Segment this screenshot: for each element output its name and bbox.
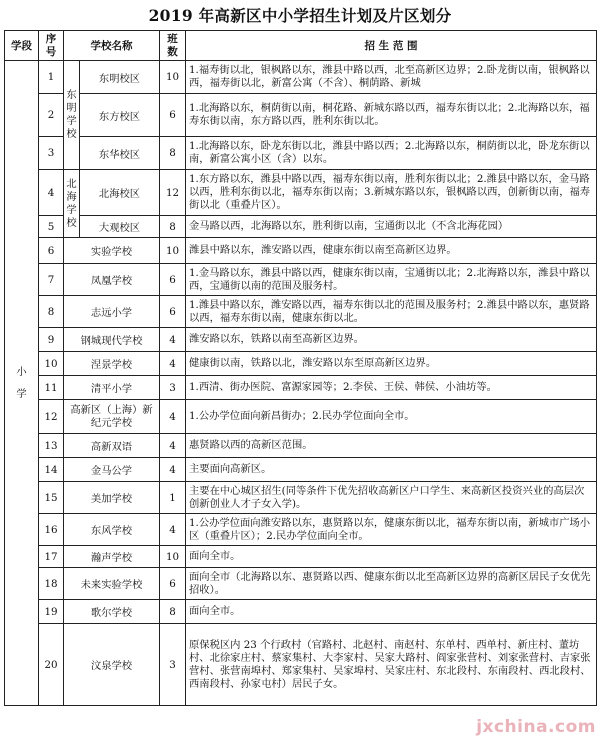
table-row	[5, 482, 597, 514]
table-row	[5, 137, 597, 170]
cell-no: 12	[39, 400, 64, 434]
header-stage: 学段	[5, 31, 39, 61]
cell-range: 原保税区内 23 个行政村（官路村、北赵村、南赵村、东单村、西单村、新庄村、董坊村、北徐家庄村、蔡家集村、大李家村、吴家大路村、阎家张营村、刘家张营村、吉家张营村、张营南埠村、郑家集村、吴家埠村、吴家庄村、东北段村、东南段村、西北段村、西南段村、孙家屯村）居民子女。	[186, 624, 597, 706]
header-classes: 班数	[160, 31, 186, 61]
cell-name: 涅景学校	[64, 352, 160, 376]
cell-no: 19	[39, 600, 64, 624]
header-row	[5, 31, 597, 61]
cell-classes: 4	[160, 458, 186, 482]
table-row	[5, 328, 597, 352]
cell-range: 健康街以南，铁路以北，潍安路以东至原高新区边界。	[186, 352, 597, 376]
cell-name: 东风学校	[64, 514, 160, 546]
cell-no: 15	[39, 482, 64, 514]
cell-range: 1.金马路以东，潍县中路以西，健康东街以南，宝通街以北；2.北海路以东，潍县中路以西，宝通街以南的范围及服务村。	[186, 264, 597, 296]
cell-name: 志远小学	[64, 296, 160, 328]
cell-range: 面向全市。	[186, 546, 597, 568]
cell-no: 11	[39, 376, 64, 400]
cell-range: 1.公办学位面向新昌街办；2.民办学位面向全市。	[186, 400, 597, 434]
cell-name: 未来实验学校	[64, 568, 160, 600]
cell-no: 20	[39, 624, 64, 706]
cell-name: 歌尔学校	[64, 600, 160, 624]
table-row	[5, 61, 597, 94]
cell-range: 主要面向高新区。	[186, 458, 597, 482]
cell-no: 3	[39, 137, 64, 170]
cell-name: 美加学校	[64, 482, 160, 514]
cell-name: 东明校区	[80, 61, 160, 94]
cell-name: 瀚声学校	[64, 546, 160, 568]
cell-name: 汶泉学校	[64, 624, 160, 706]
cell-no: 7	[39, 264, 64, 296]
cell-classes: 6	[160, 568, 186, 600]
cell-classes: 8	[160, 137, 186, 170]
cell-no: 5	[39, 216, 64, 238]
stage-cell: 小学	[5, 61, 39, 706]
cell-name: 凤凰学校	[64, 264, 160, 296]
page-title: 2019 年高新区中小学招生计划及片区划分	[148, 6, 452, 25]
cell-no: 18	[39, 568, 64, 600]
header-range: 招 生 范 围	[186, 31, 597, 61]
cell-no: 8	[39, 296, 64, 328]
table-row	[5, 624, 597, 706]
cell-no: 4	[39, 170, 64, 216]
cell-classes: 4	[160, 434, 186, 458]
cell-name: 大观校区	[80, 216, 160, 238]
table-row	[5, 216, 597, 238]
cell-classes: 6	[160, 264, 186, 296]
watermark-logo: jxchina.com	[476, 717, 596, 737]
cell-range: 1.福寿街以北，银枫路以东，潍县中路以西，北至高新区边界；2.卧龙街以南，银枫路以西，福寿街以北，新富公寓（不含）、桐荫路、新城	[186, 61, 597, 94]
enrollment-table	[4, 30, 597, 706]
cell-name: 清平小学	[64, 376, 160, 400]
cell-no: 2	[39, 94, 64, 137]
cell-name: 高新区（上海）新纪元学校	[64, 400, 160, 434]
cell-name: 东方校区	[80, 94, 160, 137]
cell-range: 1.北海路以东，卧龙东街以北，潍县中路以西；2.北海路以东，桐荫街以北，卧龙东街以南，新富公寓小区（含）以东。	[186, 137, 597, 170]
cell-classes: 4	[160, 400, 186, 434]
group-beihai: 北海学校	[64, 170, 80, 238]
table-row	[5, 458, 597, 482]
cell-no: 9	[39, 328, 64, 352]
cell-classes: 6	[160, 94, 186, 137]
cell-no: 6	[39, 238, 64, 264]
cell-name: 钢城现代学校	[64, 328, 160, 352]
cell-range: 1.潍县中路以东，潍安路以西，福寿东街以北的范围及服务村；2.潍县中路以东，惠贤路以西，福寿东街以南，健康东街以北。	[186, 296, 597, 328]
cell-range: 1.西清、街办医院、富源家园等；2.李侯、王侯、韩侯、小油坊等。	[186, 376, 597, 400]
cell-no: 1	[39, 61, 64, 94]
header-no: 序号	[39, 31, 64, 61]
cell-range: 1.东方路以东，潍县中路以西，福寿东街以南，胜利东街以北；2.潍县中路以东，金马路以西，胜利东街以北，福寿东街以南；3.新城东路以东，银枫路以西，创新街以南，福寿街以北（重叠片区）。	[186, 170, 597, 216]
group-dongming: 东明学校	[64, 61, 80, 170]
cell-classes: 4	[160, 352, 186, 376]
table-row	[5, 546, 597, 568]
cell-classes: 10	[160, 238, 186, 264]
table-row	[5, 264, 597, 296]
table-row	[5, 376, 597, 400]
cell-no: 17	[39, 546, 64, 568]
cell-no: 16	[39, 514, 64, 546]
cell-range: 金马路以西，北海路以东，胜利街以南，宝通街以北（不含北海花园）	[186, 216, 597, 238]
cell-name: 东华校区	[80, 137, 160, 170]
cell-classes: 6	[160, 296, 186, 328]
cell-classes: 12	[160, 170, 186, 216]
table-row	[5, 94, 597, 137]
cell-range: 潍县中路以东，潍安路以西，健康东街以南至高新区边界。	[186, 238, 597, 264]
cell-range: 主要在中心城区招生(同等条件下优先招收高新区户口学生、来高新区投资兴业的高层次创新创业人才子女入学)。	[186, 482, 597, 514]
table-row	[5, 600, 597, 624]
table-row	[5, 400, 597, 434]
table-row	[5, 352, 597, 376]
cell-range: 面向全市（北海路以东、惠贤路以西、健康东街以北至高新区边界的高新区居民子女优先招收）。	[186, 568, 597, 600]
table-row	[5, 514, 597, 546]
cell-classes: 3	[160, 376, 186, 400]
cell-classes: 4	[160, 328, 186, 352]
table-row	[5, 296, 597, 328]
cell-classes: 8	[160, 600, 186, 624]
cell-range: 潍安路以东，铁路以南至高新区边界。	[186, 328, 597, 352]
cell-name: 高新双语	[64, 434, 160, 458]
header-school: 学校名称	[64, 31, 160, 61]
cell-no: 14	[39, 458, 64, 482]
cell-name: 金马公学	[64, 458, 160, 482]
cell-range: 1.公办学位面向潍安路以东，惠贤路以东，健康东街以北，福寿东街以南，新城市广场小区（重叠片区）；2.民办学位面向全市。	[186, 514, 597, 546]
cell-range: 惠贤路以西的高新区范围。	[186, 434, 597, 458]
cell-name: 北海校区	[80, 170, 160, 216]
cell-classes: 10	[160, 546, 186, 568]
cell-classes: 4	[160, 514, 186, 546]
cell-no: 13	[39, 434, 64, 458]
cell-classes: 3	[160, 624, 186, 706]
cell-name: 实验学校	[64, 238, 160, 264]
cell-classes: 1	[160, 482, 186, 514]
table-row	[5, 434, 597, 458]
cell-range: 1.北海路以东，桐荫街以南，桐花路、新城东路以西，福寿东街以北；2.北海路以东，福寿东街以南，东方路以西，胜利东街以北。	[186, 94, 597, 137]
cell-classes: 10	[160, 61, 186, 94]
cell-no: 10	[39, 352, 64, 376]
table-row	[5, 568, 597, 600]
cell-classes: 8	[160, 216, 186, 238]
table-row	[5, 170, 597, 216]
table-row	[5, 238, 597, 264]
cell-range: 面向全市。	[186, 600, 597, 624]
